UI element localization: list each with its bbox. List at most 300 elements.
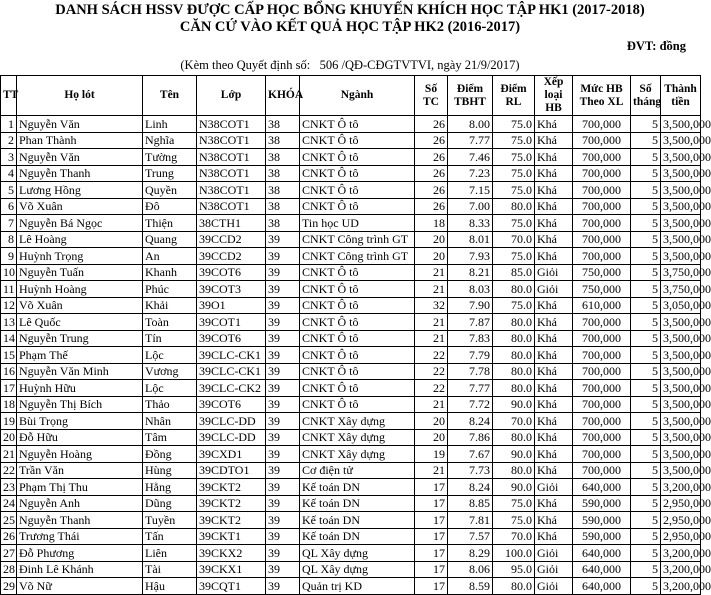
col-khoa-cell: 39	[266, 347, 300, 364]
col-diem-rl-cell: 80.0	[493, 198, 535, 215]
col-tt-cell: 4	[1, 165, 17, 182]
col-khoa-cell: 39	[266, 297, 300, 314]
table-row	[1, 330, 701, 347]
col-diem-tbht-cell: 7.86	[448, 429, 493, 446]
col-lop-cell: 39CXD1	[197, 446, 266, 463]
col-lop-cell: 39CKT1	[197, 528, 266, 545]
col-thanh-tien-cell: 3,500,000	[661, 462, 701, 479]
col-ho-lot-cell: Nguyễn Thị Bích	[17, 396, 143, 413]
header-col-diem-rl: Điểm RL	[493, 76, 535, 116]
col-tt-cell: 13	[1, 314, 17, 331]
col-ten-cell: Quyền	[143, 182, 197, 199]
table-row	[1, 380, 701, 397]
col-xep-loai-cell: Khá	[535, 149, 573, 166]
col-ho-lot-cell: Võ Xuân	[17, 198, 143, 215]
col-xep-loai-cell: Khá	[535, 462, 573, 479]
col-lop-cell: N38COT1	[197, 116, 266, 133]
col-nganh-cell: CNKT Ô tô	[300, 363, 415, 380]
col-so-thang-cell: 5	[631, 561, 661, 578]
col-nganh-cell: CNKT Ô tô	[300, 116, 415, 133]
col-tt-cell: 1	[1, 116, 17, 133]
col-ho-lot-cell: Phan Thành	[17, 132, 143, 149]
table-row	[1, 215, 701, 232]
col-ho-lot-cell: Nguyễn Bá Ngọc	[17, 215, 143, 232]
col-nganh-cell: QL Xây dựng	[300, 561, 415, 578]
col-thanh-tien-cell: 2,950,000	[661, 495, 701, 512]
col-muc-hb-cell: 700,000	[573, 462, 631, 479]
col-so-thang-cell: 5	[631, 116, 661, 133]
col-thanh-tien-cell: 3,500,000	[661, 413, 701, 430]
col-xep-loai-cell: Khá	[535, 512, 573, 529]
table-row	[1, 396, 701, 413]
col-muc-hb-cell: 610,000	[573, 297, 631, 314]
col-ho-lot-cell: Võ Nữ	[17, 578, 143, 595]
col-nganh-cell: CNKT Ô tô	[300, 182, 415, 199]
col-nganh-cell: CNKT Công trình GT	[300, 248, 415, 265]
col-so-tc-cell: 19	[415, 446, 448, 463]
col-lop-cell: 38CTH1	[197, 215, 266, 232]
col-diem-rl-cell: 80.0	[493, 347, 535, 364]
col-xep-loai-cell: Khá	[535, 116, 573, 133]
col-diem-tbht-cell: 8.59	[448, 578, 493, 595]
col-lop-cell: 39CCD2	[197, 231, 266, 248]
col-tt-cell: 15	[1, 347, 17, 364]
col-lop-cell: N38COT1	[197, 132, 266, 149]
table-row	[1, 446, 701, 463]
col-diem-tbht-cell: 7.73	[448, 462, 493, 479]
col-tt-cell: 17	[1, 380, 17, 397]
col-tt-cell: 5	[1, 182, 17, 199]
col-so-tc-cell: 21	[415, 314, 448, 331]
header-col-xep-loai: Xếp loại HB	[535, 76, 573, 116]
col-thanh-tien-cell: 3,500,000	[661, 314, 701, 331]
col-tt-cell: 18	[1, 396, 17, 413]
col-khoa-cell: 39	[266, 330, 300, 347]
col-tt-cell: 19	[1, 413, 17, 430]
col-muc-hb-cell: 640,000	[573, 561, 631, 578]
col-ten-cell: Hùng	[143, 462, 197, 479]
col-thanh-tien-cell: 2,950,000	[661, 512, 701, 529]
col-ho-lot-cell: Nguyễn Văn	[17, 149, 143, 166]
col-diem-tbht-cell: 8.29	[448, 545, 493, 562]
col-so-tc-cell: 17	[415, 545, 448, 562]
col-so-thang-cell: 5	[631, 314, 661, 331]
col-diem-rl-cell: 75.0	[493, 149, 535, 166]
col-diem-rl-cell: 75.0	[493, 495, 535, 512]
col-lop-cell: 39CQT1	[197, 578, 266, 595]
col-ten-cell: Đồng	[143, 446, 197, 463]
col-xep-loai-cell: Khá	[535, 528, 573, 545]
col-lop-cell: 39COT1	[197, 314, 266, 331]
col-so-tc-cell: 32	[415, 297, 448, 314]
col-diem-rl-cell: 75.0	[493, 512, 535, 529]
col-diem-tbht-cell: 7.57	[448, 528, 493, 545]
col-so-tc-cell: 21	[415, 330, 448, 347]
col-xep-loai-cell: Khá	[535, 330, 573, 347]
table-row	[1, 182, 701, 199]
col-khoa-cell: 39	[266, 380, 300, 397]
col-xep-loai-cell: Khá	[535, 165, 573, 182]
col-ten-cell: Dũng	[143, 495, 197, 512]
col-so-tc-cell: 21	[415, 264, 448, 281]
col-thanh-tien-cell: 3,500,000	[661, 363, 701, 380]
col-tt-cell: 9	[1, 248, 17, 265]
col-muc-hb-cell: 640,000	[573, 479, 631, 496]
col-so-thang-cell: 5	[631, 281, 661, 298]
col-tt-cell: 26	[1, 528, 17, 545]
col-so-thang-cell: 5	[631, 347, 661, 364]
col-ho-lot-cell: Phạm Thị Thu	[17, 479, 143, 496]
col-tt-cell: 16	[1, 363, 17, 380]
col-ho-lot-cell: Đỗ Phương	[17, 545, 143, 562]
col-khoa-cell: 39	[266, 281, 300, 298]
col-xep-loai-cell: Giỏi	[535, 578, 573, 595]
col-lop-cell: 39CLC-CK2	[197, 380, 266, 397]
col-ten-cell: Tâm	[143, 429, 197, 446]
col-ho-lot-cell: Bùi Trọng	[17, 413, 143, 430]
col-so-thang-cell: 5	[631, 149, 661, 166]
col-so-thang-cell: 5	[631, 479, 661, 496]
col-muc-hb-cell: 590,000	[573, 512, 631, 529]
col-lop-cell: 39CLC-DD	[197, 413, 266, 430]
col-xep-loai-cell: Giỏi	[535, 264, 573, 281]
col-tt-cell: 28	[1, 561, 17, 578]
col-so-thang-cell: 5	[631, 363, 661, 380]
col-so-tc-cell: 26	[415, 198, 448, 215]
currency-unit: ĐVT: đồng	[626, 39, 686, 53]
col-ho-lot-cell: Nguyễn Văn Minh	[17, 363, 143, 380]
col-xep-loai-cell: Giỏi	[535, 545, 573, 562]
table-row	[1, 165, 701, 182]
col-xep-loai-cell: Khá	[535, 413, 573, 430]
table-header-row	[1, 76, 701, 116]
table-row	[1, 132, 701, 149]
table-row	[1, 248, 701, 265]
table-row	[1, 231, 701, 248]
col-ten-cell: Lộc	[143, 347, 197, 364]
col-muc-hb-cell: 700,000	[573, 215, 631, 232]
col-ho-lot-cell: Nguyễn Hoàng	[17, 446, 143, 463]
col-so-tc-cell: 22	[415, 380, 448, 397]
col-nganh-cell: CNKT Ô tô	[300, 380, 415, 397]
col-so-tc-cell: 22	[415, 347, 448, 364]
header-col-tt: TT	[1, 76, 17, 116]
col-ten-cell: Hậu	[143, 578, 197, 595]
col-so-thang-cell: 5	[631, 512, 661, 529]
col-thanh-tien-cell: 3,050,000	[661, 297, 701, 314]
table-body	[1, 116, 711, 595]
col-so-thang-cell: 5	[631, 380, 661, 397]
col-thanh-tien-cell: 3,500,000	[661, 231, 701, 248]
col-khoa-cell: 39	[266, 396, 300, 413]
col-ten-cell: Linh	[143, 116, 197, 133]
col-ten-cell: Nhân	[143, 413, 197, 430]
col-ho-lot-cell: Trần Văn	[17, 462, 143, 479]
col-lop-cell: N38COT1	[197, 149, 266, 166]
col-diem-rl-cell: 75.0	[493, 132, 535, 149]
col-ho-lot-cell: Phạm Thế	[17, 347, 143, 364]
col-ten-cell: Toàn	[143, 314, 197, 331]
col-lop-cell: N38COT1	[197, 165, 266, 182]
col-thanh-tien-cell: 3,500,000	[661, 182, 701, 199]
col-so-tc-cell: 26	[415, 132, 448, 149]
col-diem-tbht-cell: 8.03	[448, 281, 493, 298]
table-row	[1, 347, 701, 364]
header-col-so-thang: Số tháng	[631, 76, 661, 116]
col-so-tc-cell: 20	[415, 413, 448, 430]
col-diem-rl-cell: 90.0	[493, 396, 535, 413]
col-thanh-tien-cell: 3,500,000	[661, 149, 701, 166]
col-ho-lot-cell: Nguyễn Thanh	[17, 512, 143, 529]
col-muc-hb-cell: 700,000	[573, 248, 631, 265]
col-ho-lot-cell: Huỳnh Trọng	[17, 248, 143, 265]
col-diem-rl-cell: 80.0	[493, 578, 535, 595]
col-so-thang-cell: 5	[631, 462, 661, 479]
header-col-ten: Tên	[143, 76, 197, 116]
col-diem-tbht-cell: 7.87	[448, 314, 493, 331]
col-ten-cell: Hằng	[143, 479, 197, 496]
col-thanh-tien-cell: 3,200,000	[661, 479, 701, 496]
col-xep-loai-cell: Khá	[535, 446, 573, 463]
col-nganh-cell: Cơ điện tử	[300, 462, 415, 479]
col-muc-hb-cell: 750,000	[573, 281, 631, 298]
col-ho-lot-cell: Lương Hồng	[17, 182, 143, 199]
col-so-thang-cell: 5	[631, 215, 661, 232]
col-xep-loai-cell: Khá	[535, 182, 573, 199]
col-ho-lot-cell: Nguyễn Trung	[17, 330, 143, 347]
col-thanh-tien-cell: 3,500,000	[661, 132, 701, 149]
header-col-lop: Lớp	[197, 76, 266, 116]
col-xep-loai-cell: Giỏi	[535, 561, 573, 578]
col-diem-tbht-cell: 7.83	[448, 330, 493, 347]
table-row	[1, 264, 701, 281]
col-ho-lot-cell: Nguyễn Văn	[17, 116, 143, 133]
col-diem-tbht-cell: 7.77	[448, 380, 493, 397]
col-tt-cell: 6	[1, 198, 17, 215]
col-tt-cell: 27	[1, 545, 17, 562]
col-lop-cell: 39CKX1	[197, 561, 266, 578]
col-nganh-cell: CNKT Công trình GT	[300, 231, 415, 248]
col-diem-rl-cell: 70.0	[493, 528, 535, 545]
col-thanh-tien-cell: 3,500,000	[661, 248, 701, 265]
table-row	[1, 363, 701, 380]
col-tt-cell: 23	[1, 479, 17, 496]
col-muc-hb-cell: 700,000	[573, 396, 631, 413]
col-diem-tbht-cell: 8.06	[448, 561, 493, 578]
col-muc-hb-cell: 700,000	[573, 429, 631, 446]
col-so-thang-cell: 5	[631, 132, 661, 149]
col-khoa-cell: 39	[266, 248, 300, 265]
col-lop-cell: 39CLC-DD	[197, 429, 266, 446]
col-muc-hb-cell: 700,000	[573, 446, 631, 463]
col-ten-cell: Nghĩa	[143, 132, 197, 149]
col-so-thang-cell: 5	[631, 545, 661, 562]
table-row	[1, 281, 701, 298]
col-lop-cell: 39CCD2	[197, 248, 266, 265]
col-so-tc-cell: 26	[415, 116, 448, 133]
table-row	[1, 297, 701, 314]
col-ten-cell: Lộc	[143, 380, 197, 397]
col-nganh-cell: CNKT Ô tô	[300, 347, 415, 364]
col-nganh-cell: Tin học UD	[300, 215, 415, 232]
col-ho-lot-cell: Trương Thái	[17, 528, 143, 545]
col-khoa-cell: 39	[266, 528, 300, 545]
col-so-thang-cell: 5	[631, 446, 661, 463]
col-ten-cell: Thiện	[143, 215, 197, 232]
col-muc-hb-cell: 700,000	[573, 413, 631, 430]
scholarship-table	[0, 75, 711, 595]
col-khoa-cell: 39	[266, 545, 300, 562]
table-row	[1, 116, 701, 133]
col-diem-rl-cell: 80.0	[493, 330, 535, 347]
col-nganh-cell: CNKT Ô tô	[300, 149, 415, 166]
col-ten-cell: Tài	[143, 561, 197, 578]
col-ten-cell: Tấn	[143, 528, 197, 545]
col-so-thang-cell: 5	[631, 248, 661, 265]
col-diem-rl-cell: 90.0	[493, 446, 535, 463]
col-ho-lot-cell: Nguyễn Tuấn	[17, 264, 143, 281]
col-diem-tbht-cell: 7.46	[448, 149, 493, 166]
col-so-tc-cell: 20	[415, 248, 448, 265]
col-diem-tbht-cell: 8.01	[448, 231, 493, 248]
col-tt-cell: 8	[1, 231, 17, 248]
col-nganh-cell: CNKT Ô tô	[300, 330, 415, 347]
header-col-thanh-tien: Thành tiền	[661, 76, 701, 116]
table-row	[1, 429, 701, 446]
col-tt-cell: 14	[1, 330, 17, 347]
col-muc-hb-cell: 700,000	[573, 165, 631, 182]
col-diem-rl-cell: 75.0	[493, 182, 535, 199]
col-lop-cell: 39COT6	[197, 396, 266, 413]
col-so-tc-cell: 26	[415, 165, 448, 182]
col-so-tc-cell: 20	[415, 231, 448, 248]
col-ho-lot-cell: Huỳnh Hoàng	[17, 281, 143, 298]
col-nganh-cell: QL Xây dựng	[300, 545, 415, 562]
col-lop-cell: 39CLC-CK1	[197, 363, 266, 380]
col-diem-rl-cell: 95.0	[493, 561, 535, 578]
table-row	[1, 413, 701, 430]
col-diem-rl-cell: 100.0	[493, 545, 535, 562]
col-ten-cell: Tuyền	[143, 512, 197, 529]
col-diem-tbht-cell: 8.24	[448, 413, 493, 430]
col-so-tc-cell: 21	[415, 281, 448, 298]
col-khoa-cell: 39	[266, 363, 300, 380]
col-so-tc-cell: 17	[415, 578, 448, 595]
col-nganh-cell: CNKT Ô tô	[300, 281, 415, 298]
col-diem-tbht-cell: 7.93	[448, 248, 493, 265]
col-so-thang-cell: 5	[631, 165, 661, 182]
col-xep-loai-cell: Khá	[535, 215, 573, 232]
col-tt-cell: 21	[1, 446, 17, 463]
col-diem-tbht-cell: 7.78	[448, 363, 493, 380]
col-ten-cell: Trung	[143, 165, 197, 182]
col-muc-hb-cell: 700,000	[573, 380, 631, 397]
col-diem-rl-cell: 80.0	[493, 363, 535, 380]
col-thanh-tien-cell: 3,500,000	[661, 116, 701, 133]
col-khoa-cell: 38	[266, 215, 300, 232]
col-nganh-cell: Kế toán DN	[300, 479, 415, 496]
col-diem-tbht-cell: 7.00	[448, 198, 493, 215]
col-khoa-cell: 38	[266, 149, 300, 166]
col-nganh-cell: CNKT Ô tô	[300, 297, 415, 314]
col-lop-cell: 39COT6	[197, 264, 266, 281]
col-so-thang-cell: 5	[631, 429, 661, 446]
col-xep-loai-cell: Khá	[535, 132, 573, 149]
col-xep-loai-cell: Khá	[535, 396, 573, 413]
col-muc-hb-cell: 640,000	[573, 545, 631, 562]
col-khoa-cell: 39	[266, 495, 300, 512]
decision-note-text: (Kèm theo Quyết định số: 506 /QĐ-CĐGTVTVI, ngày 21/9/2017)	[180, 58, 520, 72]
col-diem-tbht-cell: 8.21	[448, 264, 493, 281]
col-ten-cell: Khải	[143, 297, 197, 314]
table-row	[1, 198, 701, 215]
col-ho-lot-cell: Lê Hoàng	[17, 231, 143, 248]
col-lop-cell: 39O1	[197, 297, 266, 314]
col-khoa-cell: 39	[266, 264, 300, 281]
col-lop-cell: 39CKX2	[197, 545, 266, 562]
col-tt-cell: 11	[1, 281, 17, 298]
col-diem-tbht-cell: 7.67	[448, 446, 493, 463]
col-nganh-cell: CNKT Ô tô	[300, 198, 415, 215]
header-col-khoa: KHÓA	[266, 76, 300, 116]
col-nganh-cell: CNKT Ô tô	[300, 165, 415, 182]
col-muc-hb-cell: 700,000	[573, 347, 631, 364]
col-so-tc-cell: 17	[415, 479, 448, 496]
col-diem-tbht-cell: 7.81	[448, 512, 493, 529]
col-thanh-tien-cell: 3,500,000	[661, 446, 701, 463]
col-ten-cell: Thảo	[143, 396, 197, 413]
col-khoa-cell: 39	[266, 512, 300, 529]
col-lop-cell: 39CLC-CK1	[197, 347, 266, 364]
col-diem-tbht-cell: 7.79	[448, 347, 493, 364]
col-ho-lot-cell: Đỗ Hữu	[17, 429, 143, 446]
col-diem-tbht-cell: 7.15	[448, 182, 493, 199]
col-thanh-tien-cell: 3,500,000	[661, 198, 701, 215]
col-so-thang-cell: 5	[631, 578, 661, 595]
col-muc-hb-cell: 700,000	[573, 116, 631, 133]
col-so-tc-cell: 26	[415, 149, 448, 166]
col-diem-rl-cell: 75.0	[493, 116, 535, 133]
col-diem-rl-cell: 80.0	[493, 429, 535, 446]
col-khoa-cell: 39	[266, 413, 300, 430]
col-nganh-cell: CNKT Ô tô	[300, 314, 415, 331]
col-lop-cell: 39CKT2	[197, 479, 266, 496]
col-so-thang-cell: 5	[631, 231, 661, 248]
col-tt-cell: 12	[1, 297, 17, 314]
col-diem-rl-cell: 75.0	[493, 215, 535, 232]
table-row	[1, 495, 701, 512]
col-so-thang-cell: 5	[631, 297, 661, 314]
col-ten-cell: Liên	[143, 545, 197, 562]
col-thanh-tien-cell: 2,950,000	[661, 528, 701, 545]
col-ho-lot-cell: Võ Xuân	[17, 297, 143, 314]
col-ho-lot-cell: Nguyễn Thanh	[17, 165, 143, 182]
col-ten-cell: Vương	[143, 363, 197, 380]
col-diem-tbht-cell: 7.90	[448, 297, 493, 314]
col-xep-loai-cell: Giỏi	[535, 281, 573, 298]
col-so-tc-cell: 20	[415, 429, 448, 446]
col-diem-rl-cell: 85.0	[493, 264, 535, 281]
col-so-tc-cell: 17	[415, 561, 448, 578]
col-so-thang-cell: 5	[631, 495, 661, 512]
col-thanh-tien-cell: 3,200,000	[661, 561, 701, 578]
header-col-ho-lot: Họ lót	[17, 76, 143, 116]
col-muc-hb-cell: 700,000	[573, 198, 631, 215]
col-lop-cell: 39COT6	[197, 330, 266, 347]
col-muc-hb-cell: 700,000	[573, 363, 631, 380]
col-nganh-cell: CNKT Ô tô	[300, 132, 415, 149]
col-diem-rl-cell: 70.0	[493, 231, 535, 248]
